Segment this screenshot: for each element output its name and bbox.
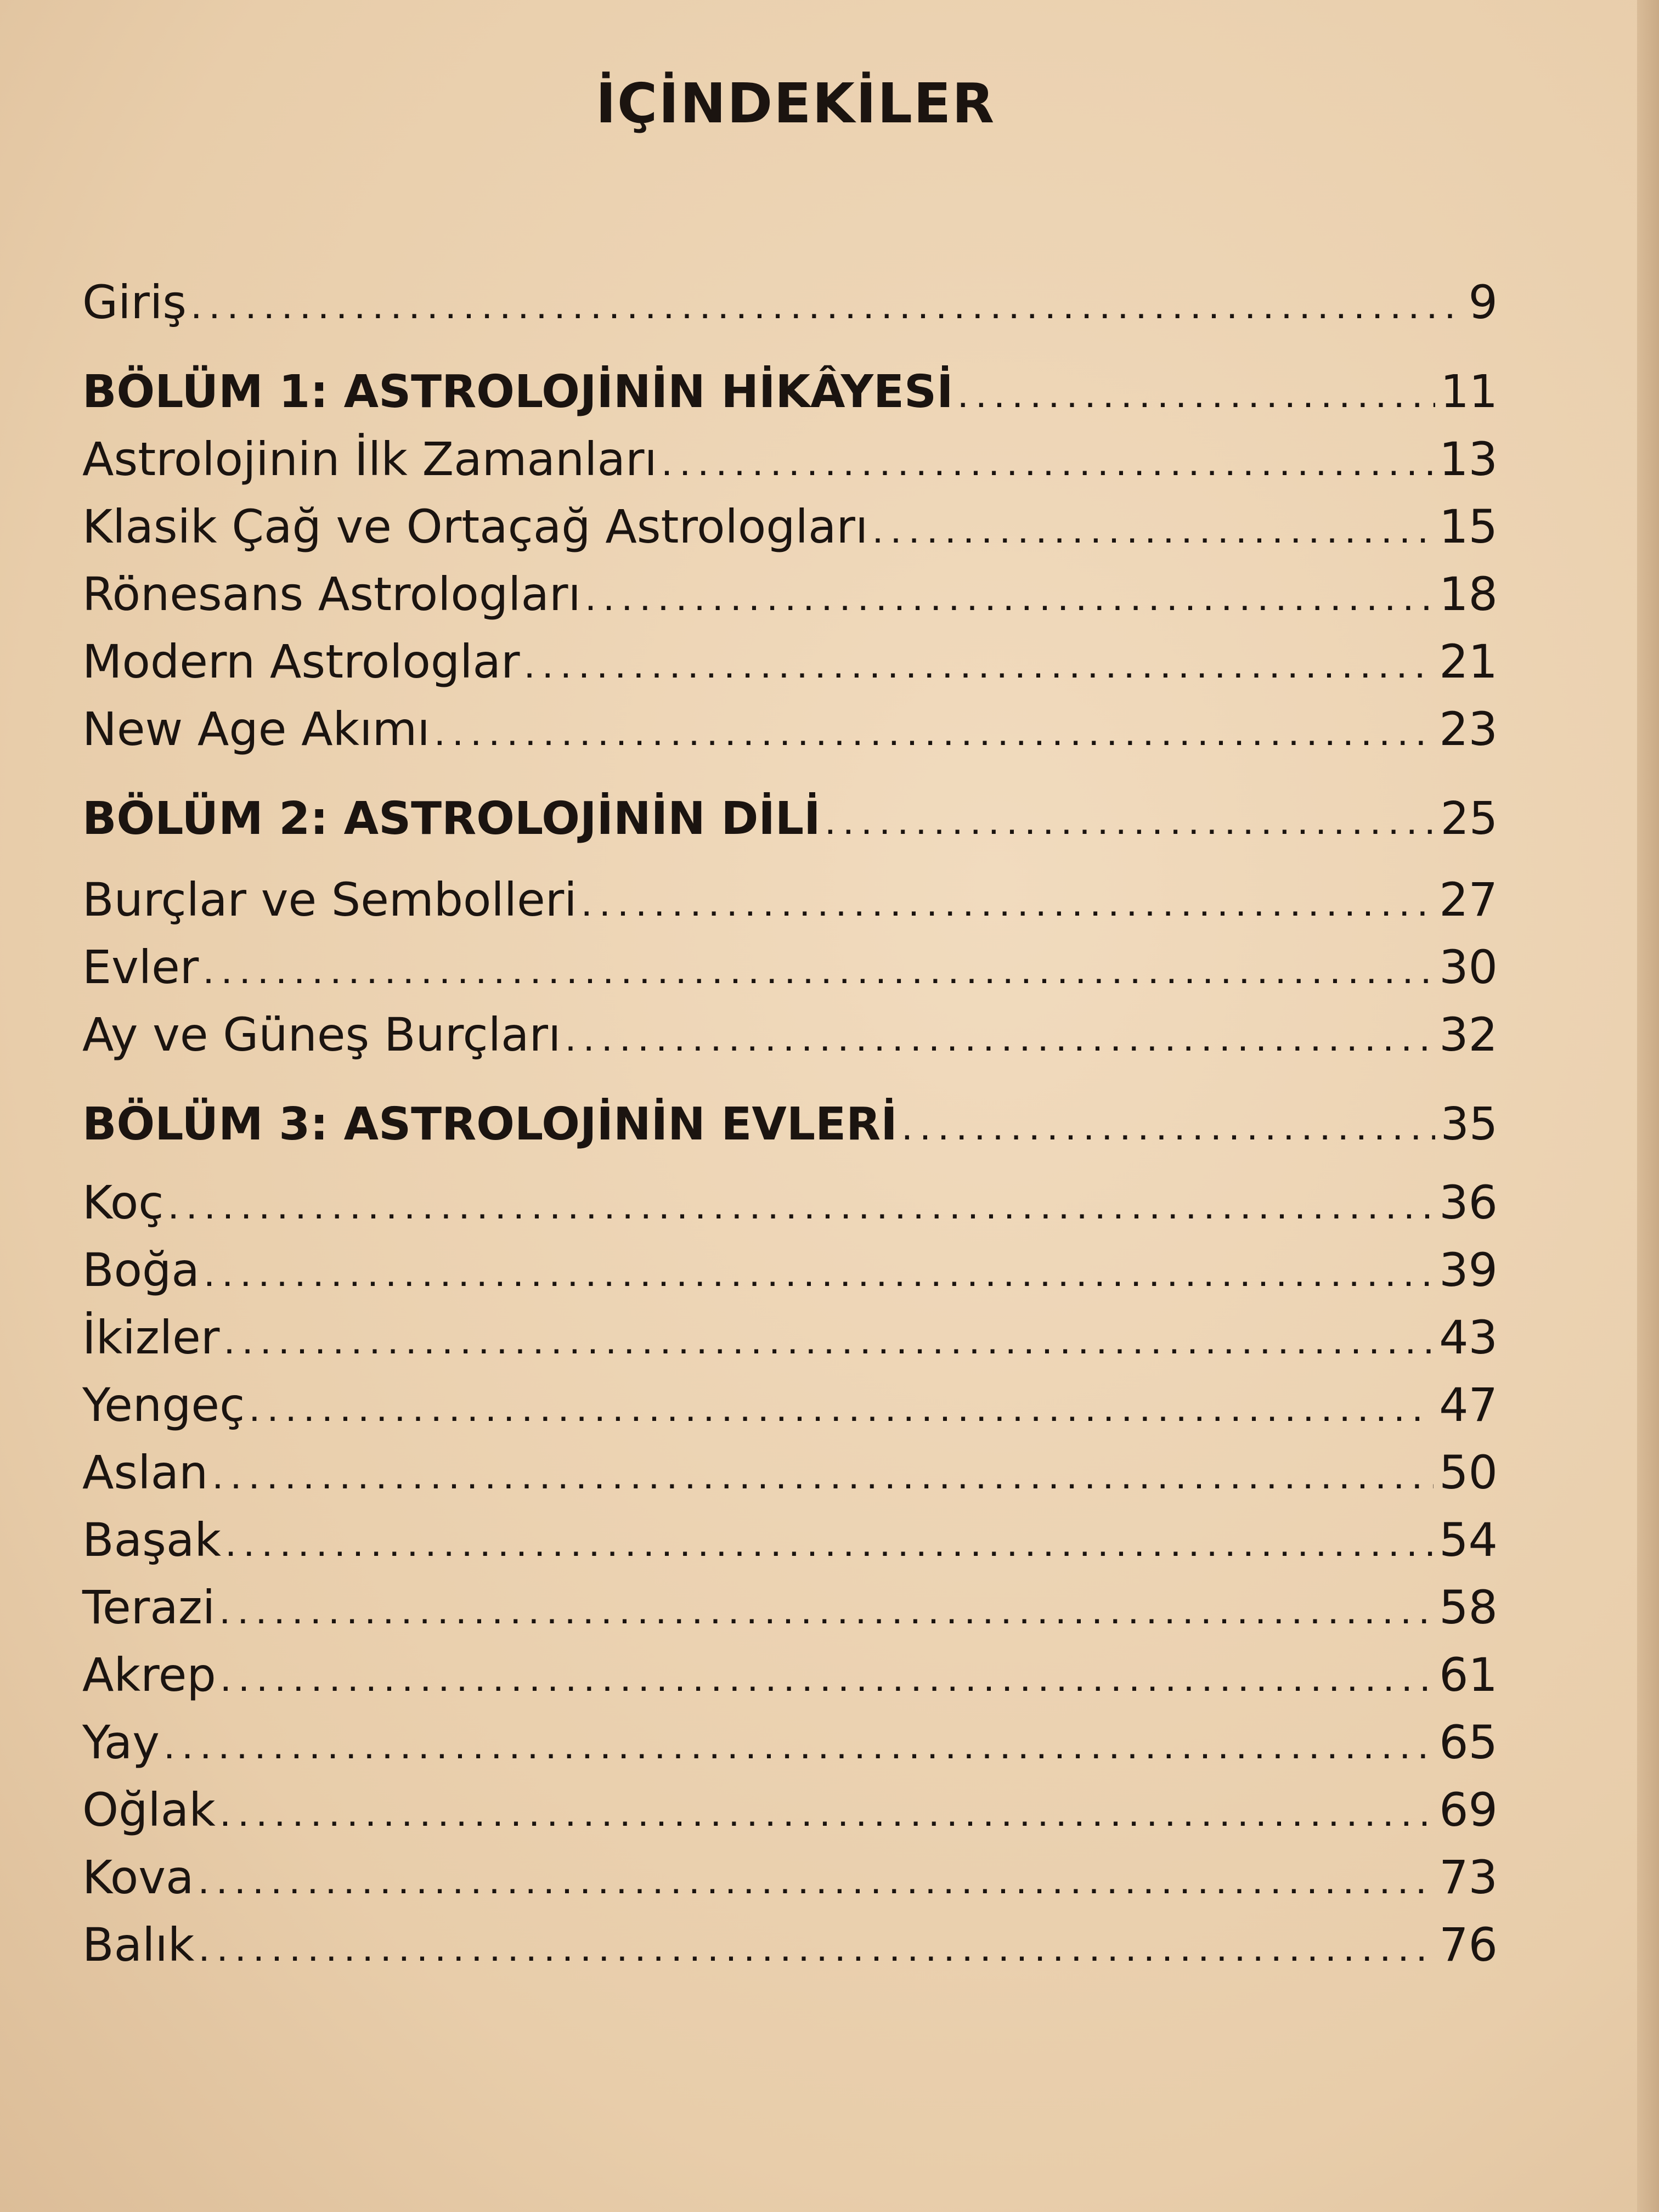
toc-page-number: 58 [1439, 1581, 1498, 1634]
toc-page-number: 69 [1439, 1783, 1498, 1837]
toc-page-number: 13 [1439, 432, 1498, 486]
toc-page-number: 27 [1439, 873, 1498, 927]
toc-entry [82, 1506, 1498, 1574]
toc-entry [82, 1641, 1498, 1709]
toc-entry-label: Yay [82, 1716, 160, 1769]
toc-entry-label: New Age Akımı [82, 702, 430, 756]
dot-leader [200, 1920, 1434, 1988]
toc-page-number: 39 [1439, 1243, 1498, 1297]
toc-page-number: 54 [1439, 1513, 1498, 1567]
toc-page-number: 30 [1439, 940, 1498, 994]
dot-leader [165, 1718, 1434, 1785]
toc-page-number: 47 [1439, 1378, 1498, 1432]
dot-leader [903, 1099, 1435, 1166]
dot-leader [583, 875, 1434, 943]
toc-entry [82, 1574, 1498, 1641]
dot-leader [227, 1515, 1434, 1583]
toc-page-number: 76 [1439, 1918, 1498, 1972]
toc-entry-label: Terazi [82, 1581, 216, 1634]
toc-entry [82, 1237, 1498, 1304]
toc-entry-label: Astrolojinin İlk Zamanları [82, 432, 657, 486]
toc-entry [82, 1776, 1498, 1844]
toc-entry [82, 696, 1498, 763]
toc-entry-label: Koç [82, 1176, 164, 1229]
toc-entry [82, 1372, 1498, 1439]
dot-leader [436, 704, 1434, 772]
toc-entry-intro [82, 269, 1498, 336]
dot-leader [221, 1583, 1434, 1650]
toc-entry-label: Klasik Çağ ve Ortaçağ Astrologları [82, 500, 868, 554]
dot-leader [250, 1380, 1434, 1448]
toc-page-number: 23 [1439, 702, 1498, 756]
toc-page-number: 9 [1468, 275, 1498, 329]
dot-leader [205, 1245, 1434, 1313]
dot-leader [586, 569, 1434, 637]
toc-entry-label: Oğlak [82, 1783, 216, 1837]
dot-leader [959, 366, 1435, 434]
toc-entry [82, 561, 1498, 628]
dot-leader [213, 1448, 1434, 1515]
toc-entry-label: Kova [82, 1850, 194, 1904]
toc-entry [82, 1169, 1498, 1237]
toc-chapter-2 [82, 785, 1498, 853]
toc-entry [82, 426, 1498, 493]
toc-entry-label: Aslan [82, 1446, 208, 1499]
toc-entry [82, 1911, 1498, 1979]
toc-entry-label: Yengeç [82, 1378, 245, 1432]
toc-entry [82, 493, 1498, 561]
toc-entry [82, 1304, 1498, 1372]
chapter-heading: BÖLÜM 1: ASTROLOJİNİN HİKÂYESİ [82, 366, 953, 418]
toc-entry-label: İkizler [82, 1311, 220, 1364]
toc-entry-label: Burçlar ve Sembolleri [82, 873, 577, 927]
dot-leader [222, 1650, 1434, 1718]
dot-leader [526, 637, 1434, 704]
toc-page-number: 32 [1439, 1008, 1498, 1062]
toc-page-number: 15 [1439, 500, 1498, 554]
toc-entry-label: Başak [82, 1513, 221, 1567]
toc-page-number: 65 [1439, 1716, 1498, 1769]
page-title: İÇİNDEKİLER [595, 71, 996, 136]
table-of-contents [82, 269, 1498, 1979]
dot-leader [873, 502, 1434, 569]
page-edge [1637, 0, 1659, 2212]
dot-leader [663, 435, 1434, 502]
toc-entry [82, 1439, 1498, 1506]
toc-entry [82, 1709, 1498, 1776]
chapter-heading: BÖLÜM 3: ASTROLOJİNİN EVLERİ [82, 1098, 898, 1150]
toc-entry-label: Akrep [82, 1648, 216, 1702]
toc-entry-label: Modern Astrologlar [82, 635, 520, 689]
chapter-heading: BÖLÜM 2: ASTROLOJİNİN DİLİ [82, 793, 821, 845]
toc-page-number: 61 [1439, 1648, 1498, 1702]
toc-entry [82, 1001, 1498, 1069]
toc-page-number: 73 [1439, 1850, 1498, 1904]
toc-entry-label: Ay ve Güneş Burçları [82, 1008, 561, 1062]
dot-leader [199, 1853, 1434, 1920]
toc-page-number: 50 [1439, 1446, 1498, 1499]
toc-page-number: 35 [1440, 1098, 1498, 1150]
toc-entry [82, 934, 1498, 1001]
toc-entry-label: Boğa [82, 1243, 200, 1297]
dot-leader [221, 1785, 1434, 1853]
toc-page-number: 18 [1439, 567, 1498, 621]
toc-entry-label: Balık [82, 1918, 195, 1972]
toc-page-number: 25 [1440, 793, 1498, 845]
toc-entry [82, 1844, 1498, 1911]
toc-entry [82, 628, 1498, 696]
toc-page-number: 36 [1439, 1176, 1498, 1229]
dot-leader [826, 793, 1435, 861]
toc-page-number: 43 [1439, 1311, 1498, 1364]
dot-leader [192, 278, 1463, 345]
dot-leader [566, 1010, 1434, 1077]
dot-leader [225, 1313, 1434, 1380]
dot-leader [169, 1178, 1434, 1245]
toc-chapter-3 [82, 1091, 1498, 1158]
toc-entry [82, 866, 1498, 934]
toc-page-number: 11 [1440, 366, 1498, 418]
toc-entry-label: Evler [82, 940, 199, 994]
toc-entry-label: Giriş [82, 275, 187, 329]
dot-leader [204, 943, 1434, 1010]
toc-chapter-1 [82, 358, 1498, 426]
toc-page-number: 21 [1439, 635, 1498, 689]
toc-entry-label: Rönesans Astrologları [82, 567, 581, 621]
